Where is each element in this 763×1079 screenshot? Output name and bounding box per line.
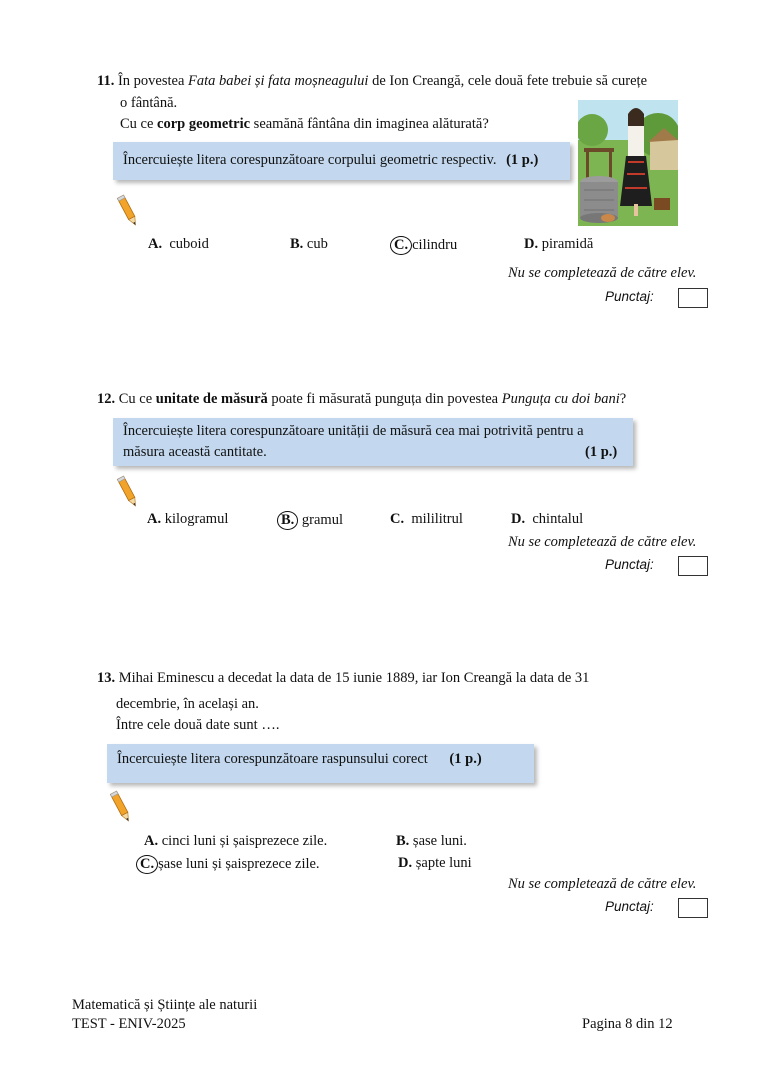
q11-keyword: corp geometric <box>157 116 251 132</box>
q12-instruction-line1: Încercuiește litera corespunzătoare unității de măsură cea mai potrivită pentru a <box>123 423 584 439</box>
q12-points: (1 p.) <box>585 444 618 460</box>
q13-instruction-box <box>107 744 534 783</box>
q13-option-b-text: șase luni. <box>412 833 467 849</box>
q11-option-b-letter: B. <box>290 236 304 252</box>
q13-option-b[interactable] <box>396 833 467 850</box>
q11-story-title: Fata babei și fata moșneagului <box>188 73 369 89</box>
footer-test-code: TEST - ENIV-2025 <box>72 1016 186 1032</box>
q12-text-a: Cu ce <box>118 391 156 407</box>
q12-option-a-text: kilogramul <box>164 511 229 527</box>
q11-option-b-text: cub <box>306 236 328 252</box>
pencil-icon <box>109 789 133 827</box>
q13-option-d-letter: D. <box>398 855 413 871</box>
q12-instruction-box <box>113 418 633 466</box>
q12-instruction-line2-text: măsura această cantitate. <box>123 444 267 460</box>
q11-line3 <box>120 116 489 133</box>
q11-text-b: de Ion Creangă, cele două fete trebuie să curețe <box>368 73 648 89</box>
q12-option-d-text: chintalul <box>532 511 584 527</box>
q13-grader-note: Nu se completează de către elev. <box>508 876 697 892</box>
q13-score-box[interactable] <box>678 898 708 918</box>
q12-grader-note: Nu se completează de către elev. <box>508 534 697 550</box>
q11-option-d-letter: D. <box>524 236 539 252</box>
q12-option-b[interactable] <box>281 511 343 530</box>
q11-text-a: În povestea <box>117 73 189 89</box>
q12-punctaj-label: Punctaj: <box>605 557 654 572</box>
q12-option-d[interactable] <box>511 511 583 528</box>
q12-score-box[interactable] <box>678 556 708 576</box>
q12-text-c: ? <box>619 391 627 407</box>
q13-option-b-letter: B. <box>396 833 410 849</box>
q13-option-c-text: șase luni și șaisprezece zile. <box>158 856 320 872</box>
pencil-icon <box>116 474 140 512</box>
q12-option-c-text: mililitrul <box>411 511 463 527</box>
q13-option-a-text: cinci luni și șaisprezece zile. <box>161 833 328 849</box>
q12-option-c-letter: C. <box>390 511 405 527</box>
q11-number: 11. <box>97 73 115 89</box>
q11-option-d-text: piramidă <box>541 236 594 252</box>
q13-text: Mihai Eminescu a decedat la data de 15 iunie 1889, iar Ion Creangă la data de 31 <box>118 670 590 686</box>
footer-subject: Matematică și Științe ale naturii <box>72 997 258 1013</box>
q12-story-title: Punguța cu doi bani <box>501 391 620 407</box>
q12-number: 12. <box>97 391 116 407</box>
q12-line1 <box>97 391 626 408</box>
q12-option-b-letter-circled: B. <box>277 511 298 530</box>
q12-keyword: unitate de măsură <box>155 391 268 407</box>
q12-option-b-text: gramul <box>301 512 343 528</box>
q13-points: (1 p.) <box>449 751 482 767</box>
q11-instruction-box <box>113 142 570 180</box>
q11-option-b[interactable] <box>290 236 328 253</box>
q11-option-c-text: cilindru <box>412 237 458 253</box>
q11-punctaj-label: Punctaj: <box>605 289 654 304</box>
q11-option-d[interactable] <box>524 236 593 253</box>
q13-option-a[interactable] <box>144 833 327 850</box>
q12-option-a-letter: A. <box>147 511 162 527</box>
q11-score-box[interactable] <box>678 288 708 308</box>
q13-option-c-letter-circled: C. <box>136 855 158 874</box>
q13-option-d[interactable] <box>398 855 472 872</box>
q11-line1 <box>97 73 647 90</box>
footer-page-number: Pagina 8 din 12 <box>582 1016 673 1032</box>
q11-line3-b: seamănă fântâna din imaginea alăturată? <box>250 116 489 132</box>
q13-line1 <box>97 670 589 687</box>
q13-punctaj-label: Punctaj: <box>605 899 654 914</box>
q12-instruction-line2 <box>123 442 623 463</box>
q13-line2: decembrie, în același an. <box>116 696 259 712</box>
q11-line2: o fântână. <box>120 95 178 111</box>
q13-number: 13. <box>97 670 116 686</box>
q12-option-c[interactable] <box>390 511 463 528</box>
pencil-icon <box>116 193 140 231</box>
q13-option-d-text: șapte luni <box>415 855 472 871</box>
q11-option-a[interactable] <box>148 236 209 253</box>
q11-points: (1 p.) <box>506 152 539 168</box>
q11-option-a-letter: A. <box>148 236 163 252</box>
q11-line3-a: Cu ce <box>120 116 158 132</box>
q13-option-c[interactable] <box>140 855 320 874</box>
q11-grader-note: Nu se completează de către elev. <box>508 265 697 281</box>
well-illustration <box>578 100 678 226</box>
q13-instruction: Încercuiește litera corespunzătoare raspunsului corect <box>117 751 428 767</box>
q11-option-a-text: cuboid <box>169 236 209 252</box>
q11-instruction: Încercuiește litera corespunzătoare corpului geometric respectiv. <box>123 152 497 168</box>
q13-option-a-letter: A. <box>144 833 159 849</box>
q12-option-a[interactable] <box>147 511 228 528</box>
q12-option-d-letter: D. <box>511 511 526 527</box>
q11-option-c[interactable] <box>394 236 457 255</box>
q13-line3: Între cele două date sunt …. <box>116 717 280 733</box>
q12-text-b: poate fi măsurată punguța din povestea <box>267 391 502 407</box>
q11-option-c-letter-circled: C. <box>390 236 412 255</box>
